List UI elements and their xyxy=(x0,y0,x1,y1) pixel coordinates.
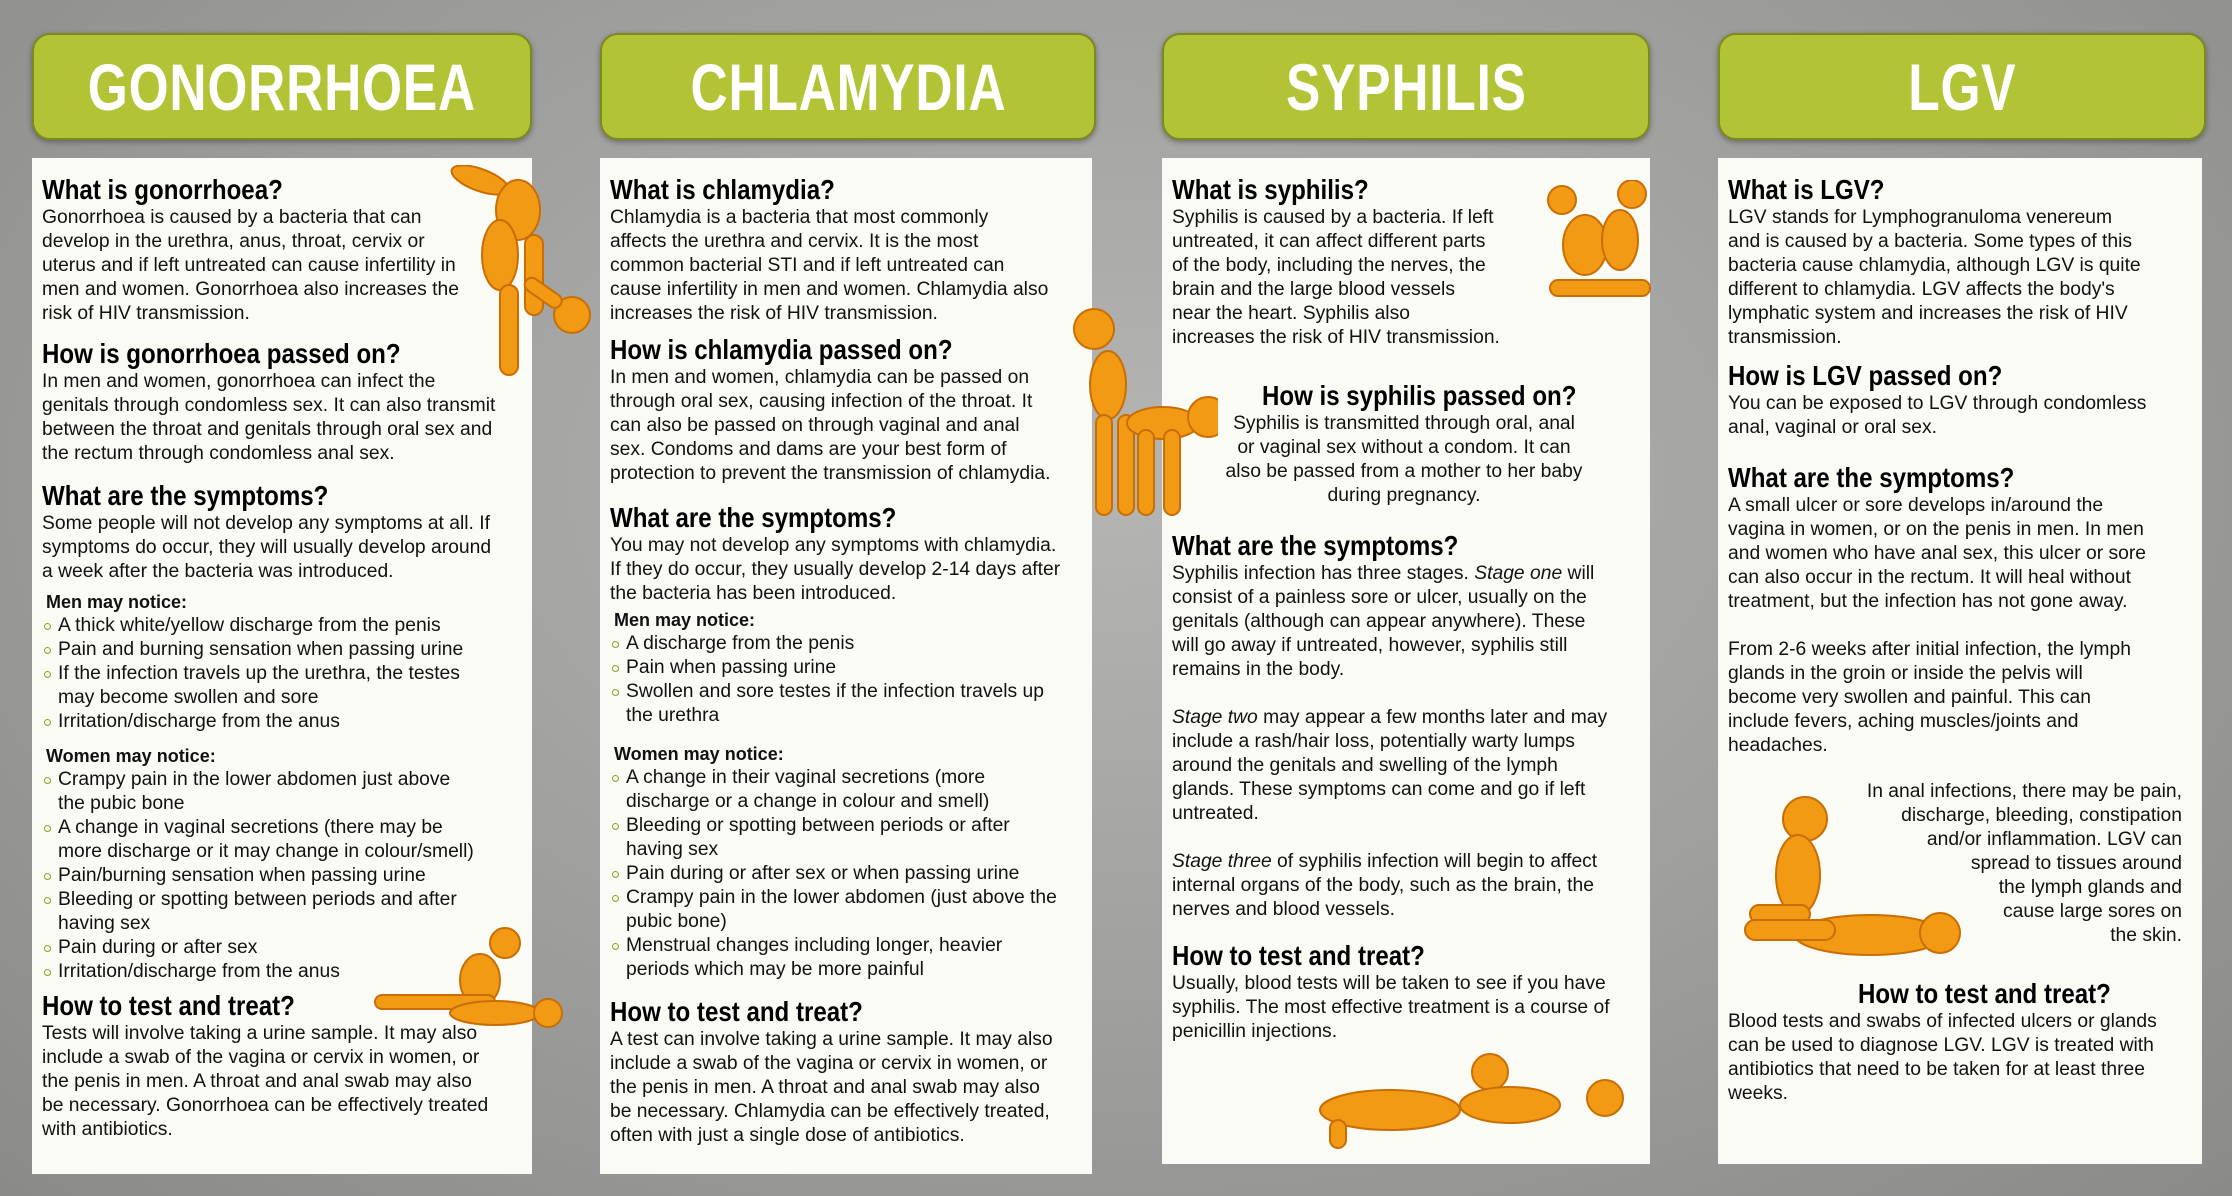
heading-symptoms: What are the symptoms? xyxy=(42,480,329,511)
men-heading: Men may notice: xyxy=(46,592,188,612)
text-symptoms-stage-one xyxy=(1172,562,1636,682)
banner-title: GONORRHOEA xyxy=(87,49,477,124)
text-passed-on: Syphilis is transmitted through oral, anal or vaginal sex without a condom. It can also be passed from a mother to her baby during pregnancy. xyxy=(1225,413,1583,506)
heading-test-treat: How to test and treat? xyxy=(610,996,863,1027)
men-heading: Men may notice: xyxy=(614,610,756,630)
banner-chlamydia xyxy=(600,33,1096,140)
figure-illustration xyxy=(1068,305,1218,525)
text-symptoms-1: A small ulcer or sore develops in/around the vagina in women, or on the penis in men. In men and women who have anal sex, this ulcer or sore can also occur in the rectum. It will heal without treatment, but the infection has not gone away. xyxy=(1728,495,2146,612)
text-passed-on: In men and women, chlamydia can be passed on through oral sex, causing infection of the throat. It can also be passed on through vaginal and anal sex. Condoms and dams are your best form of protection to prevent the transmission of chlamydia. xyxy=(610,367,1051,484)
figure-illustration xyxy=(365,925,575,1035)
text-what: Gonorrhoea is caused by a bacteria that can develop in the urethra, anus, throat, cervix or uterus and if left untreated can cause infertility in men and women. Gonorrhoea also increases the risk of HIV transmission. xyxy=(42,207,459,324)
list-item: A change in vaginal secretions (there may be more discharge or it may change in colour/smell) xyxy=(42,816,518,864)
list-item: Pain during or after sex or when passing urine xyxy=(610,862,1078,886)
stage-two-label: Stage two xyxy=(1172,707,1258,728)
list-item: If the infection travels up the urethra, the testes may become swollen and sore xyxy=(42,662,518,710)
women-list xyxy=(610,766,1078,982)
text-passed-on: You can be exposed to LGV through condomless anal, vaginal or oral sex. xyxy=(1728,393,2147,438)
heading-symptoms: What are the symptoms? xyxy=(610,502,897,533)
list-item: Pain and burning sensation when passing urine xyxy=(42,638,518,662)
stage-intro: Syphilis infection has three stages. xyxy=(1172,563,1475,584)
text-symptoms-2: From 2-6 weeks after initial infection, the lymph glands in the groin or inside the pelvis will become very swollen and painful. This can include fevers, aching muscles/joints and headaches. xyxy=(1728,639,2131,756)
text-test-treat: Usually, blood tests will be taken to see if you have syphilis. The most effective treatment is a course of penicillin injections. xyxy=(1172,973,1610,1042)
women-heading: Women may notice: xyxy=(614,744,784,764)
text-symptoms: You may not develop any symptoms with chlamydia. If they do occur, they usually develop 2-14 days after the bacteria has been introduced. xyxy=(610,535,1061,604)
stage-one-label: Stage one xyxy=(1474,563,1563,584)
list-item: Crampy pain in the lower abdomen (just above the pubic bone) xyxy=(610,886,1078,934)
banner-title: LGV xyxy=(1907,49,2017,124)
heading-passed-on: How is syphilis passed on? xyxy=(1262,380,1577,411)
panel-lgv xyxy=(1718,158,2202,1164)
panel-chlamydia xyxy=(600,158,1092,1174)
heading-what: What is syphilis? xyxy=(1172,174,1369,205)
list-item: Pain when passing urine xyxy=(610,656,1078,680)
text-symptoms-stage-three xyxy=(1172,850,1636,922)
list-item: Pain during or after sex xyxy=(42,936,518,960)
text-what: Chlamydia is a bacteria that most commonly affects the urethra and cervix. It is the most common bacterial STI and if left untreated can cause infertility in men and women. Chlamydia also increases the risk of HIV transmission. xyxy=(610,207,1049,324)
heading-symptoms: What are the symptoms? xyxy=(1172,530,1459,561)
stage-one-text: will consist of a painless sore or ulcer, usually on the genitals (although can appear anywhere). These will go away if untreated, however, syphilis still remains in the body. xyxy=(1172,563,1595,680)
list-item: A thick white/yellow discharge from the penis xyxy=(42,614,518,638)
heading-passed-on: How is gonorrhoea passed on? xyxy=(42,338,401,369)
heading-what: What is gonorrhoea? xyxy=(42,174,283,205)
stage-three-text: of syphilis infection will begin to affect internal organs of the body, such as the brain, the nerves and blood vessels. xyxy=(1172,851,1598,920)
heading-symptoms: What are the symptoms? xyxy=(1728,462,2015,493)
list-item: Irritation/discharge from the anus xyxy=(42,960,518,984)
list-item: Menstrual changes including longer, heavier periods which may be more painful xyxy=(610,934,1078,982)
women-heading: Women may notice: xyxy=(46,746,216,766)
list-item: Crampy pain in the lower abdomen just above the pubic bone xyxy=(42,768,518,816)
heading-test-treat: How to test and treat? xyxy=(1172,940,1425,971)
stage-two-text: may appear a few months later and may include a rash/hair loss, potentially warty lumps around the genitals and swelling of the lymph glands. These symptoms can come and go if left untreated. xyxy=(1172,707,1608,824)
heading-passed-on: How is chlamydia passed on? xyxy=(610,334,953,365)
list-item: A discharge from the penis xyxy=(610,632,1078,656)
men-list xyxy=(42,614,518,734)
list-item: Bleeding or spotting between periods or after having sex xyxy=(610,814,1078,862)
banner-gonorrhoea xyxy=(32,33,532,140)
banner-title: CHLAMYDIA xyxy=(690,49,1006,124)
text-test-treat: Blood tests and swabs of infected ulcers or glands can be used to diagnose LGV. LGV is treated with antibiotics that need to be taken for at least three weeks. xyxy=(1728,1011,2157,1104)
figure-illustration xyxy=(1540,180,1660,310)
banner-syphilis xyxy=(1162,33,1650,140)
heading-passed-on: How is LGV passed on? xyxy=(1728,360,2003,391)
men-list xyxy=(610,632,1078,728)
list-item: Swollen and sore testes if the infection travels up the urethra xyxy=(610,680,1078,728)
figure-illustration xyxy=(440,165,600,380)
list-item: Bleeding or spotting between periods and after having sex xyxy=(42,888,518,936)
text-test-treat: A test can involve taking a urine sample. It may also include a swab of the vagina or cervix in women, or the penis in men. A throat and anal swab may also be necessary. Chlamydia can be effectively treated, often with just a single dose of antibiotics. xyxy=(610,1029,1053,1146)
list-item: Irritation/discharge from the anus xyxy=(42,710,518,734)
list-item: A change in their vaginal secretions (more discharge or a change in colour and smell) xyxy=(610,766,1078,814)
heading-test-treat: How to test and treat? xyxy=(1858,978,2111,1009)
text-what: Syphilis is caused by a bacteria. If left untreated, it can affect different parts of the body, including the nerves, the brain and the large blood vessels near the heart. Syphilis also increases the risk of HIV transmission. xyxy=(1172,207,1500,348)
heading-what: What is LGV? xyxy=(1728,174,1885,205)
list-item: Pain/burning sensation when passing urine xyxy=(42,864,518,888)
heading-what: What is chlamydia? xyxy=(610,174,835,205)
figure-illustration xyxy=(1740,795,1970,970)
stage-three-label: Stage three xyxy=(1172,851,1272,872)
banner-lgv xyxy=(1718,33,2206,140)
text-what: LGV stands for Lymphogranuloma venereum and is caused by a bacteria. Some types of this bacteria cause chlamydia, although LGV is quite different to chlamydia. LGV affects the body's lymphatic system and increases the risk of HIV transmission. xyxy=(1728,207,2141,348)
heading-test-treat: How to test and treat? xyxy=(42,990,295,1021)
text-symptoms-stage-two xyxy=(1172,706,1636,826)
banner-title: SYPHILIS xyxy=(1285,49,1527,124)
figure-illustration xyxy=(1310,1050,1630,1150)
text-passed-on: In men and women, gonorrhoea can infect the genitals through condomless sex. It can also transmit between the throat and genitals through oral sex and the rectum through condomless anal sex. xyxy=(42,371,496,464)
text-test-treat: Tests will involve taking a urine sample. It may also include a swab of the vagina or cervix in women, or the penis in men. A throat and anal swab may also be necessary. Gonorrhoea can be effectively treated with antibiotics. xyxy=(42,1023,489,1140)
text-symptoms: Some people will not develop any symptoms at all. If symptoms do occur, they will usually develop around a week after the bacteria was introduced. xyxy=(42,513,492,582)
text-symptoms-3: In anal infections, there may be pain, discharge, bleeding, constipation and/or inflammation. LGV can spread to tissues around the lymph glands and cause large sores on the skin. xyxy=(1866,781,2182,946)
